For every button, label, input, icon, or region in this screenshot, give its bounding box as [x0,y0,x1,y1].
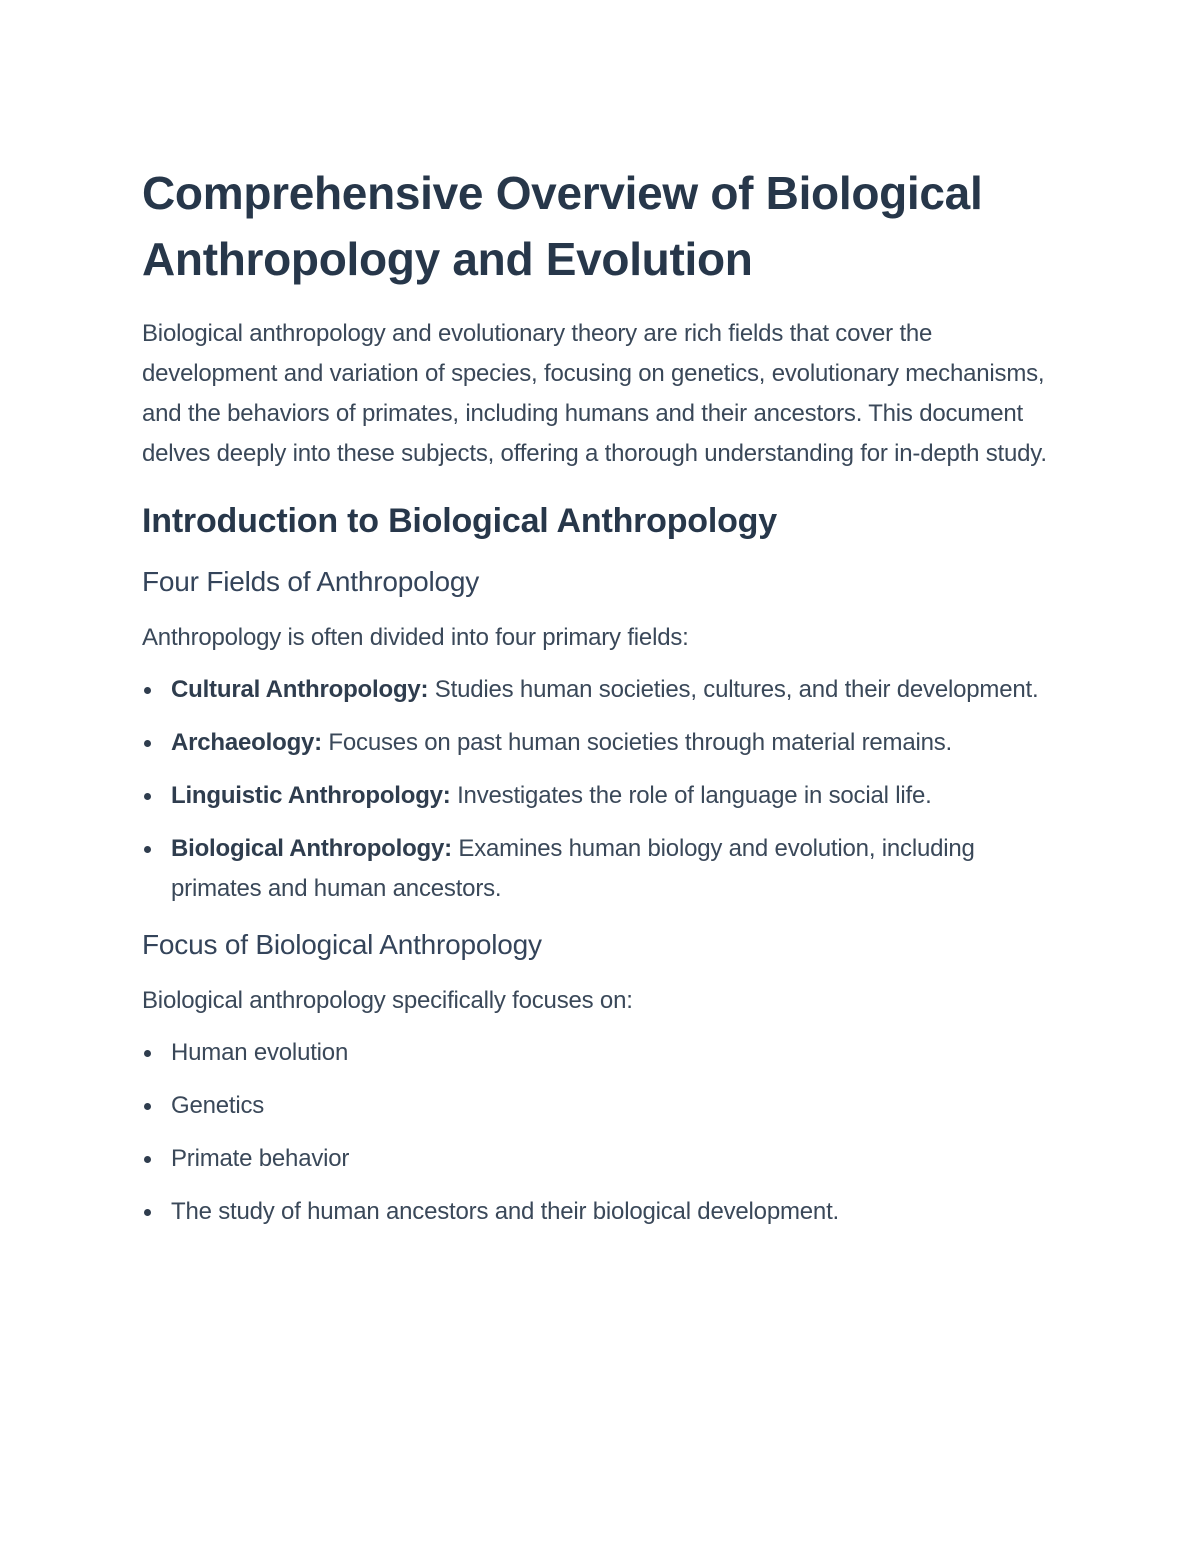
list-item-text: Investigates the role of language in social life. [450,782,932,809]
list-item [142,1139,1062,1179]
document-title: Comprehensive Overview of Biological Anthropology and Evolution [142,167,983,285]
focus-list [142,1033,1062,1232]
list-item [142,1086,1062,1126]
list-item-text: Focuses on past human societies through material remains. [321,729,953,756]
four-fields-heading: Four Fields of Anthropology [142,566,480,597]
list-item [142,829,1062,909]
list-item-text: Primate behavior [171,1145,350,1172]
focus-lead: Biological anthropology specifically focuses on: [142,987,633,1014]
four-fields-list [142,670,1062,909]
bullet-icon [144,1209,151,1216]
list-item [142,670,1062,710]
bullet-icon [144,846,151,853]
intro-paragraph: Biological anthropology and evolutionary theory are rich fields that cover the development and variation of species, focusing on genetics, evolutionary mechanisms, and the behaviors of primates, including humans and their ancestors. This document delves deeply into these subjects, offering a thorough understanding for in-depth study. [142,320,1047,467]
bullet-icon [144,1156,151,1163]
section-heading: Introduction to Biological Anthropology [142,502,777,540]
list-item [142,776,1062,816]
list-item-term: Linguistic Anthropology: [171,782,451,809]
bullet-icon [144,1103,151,1110]
document-page [142,160,1062,1245]
focus-heading: Focus of Biological Anthropology [142,929,542,960]
list-item-text: Genetics [171,1092,265,1119]
bullet-icon [144,687,151,694]
list-item-term: Archaeology: [171,729,322,756]
bullet-icon [144,740,151,747]
list-item-text: Human evolution [171,1039,349,1066]
four-fields-lead: Anthropology is often divided into four primary fields: [142,624,689,651]
list-item-text: The study of human ancestors and their biological development. [171,1198,840,1225]
list-item [142,1192,1062,1232]
list-item-term: Cultural Anthropology: [171,676,429,703]
list-item-term: Biological Anthropology: [171,835,452,862]
list-item [142,723,1062,763]
list-item-text: Studies human societies, cultures, and their development. [428,676,1039,703]
bullet-icon [144,793,151,800]
bullet-icon [144,1050,151,1057]
list-item-text: Examines human biology and evolution, including primates and human ancestors. [171,835,975,902]
list-item [142,1033,1062,1073]
